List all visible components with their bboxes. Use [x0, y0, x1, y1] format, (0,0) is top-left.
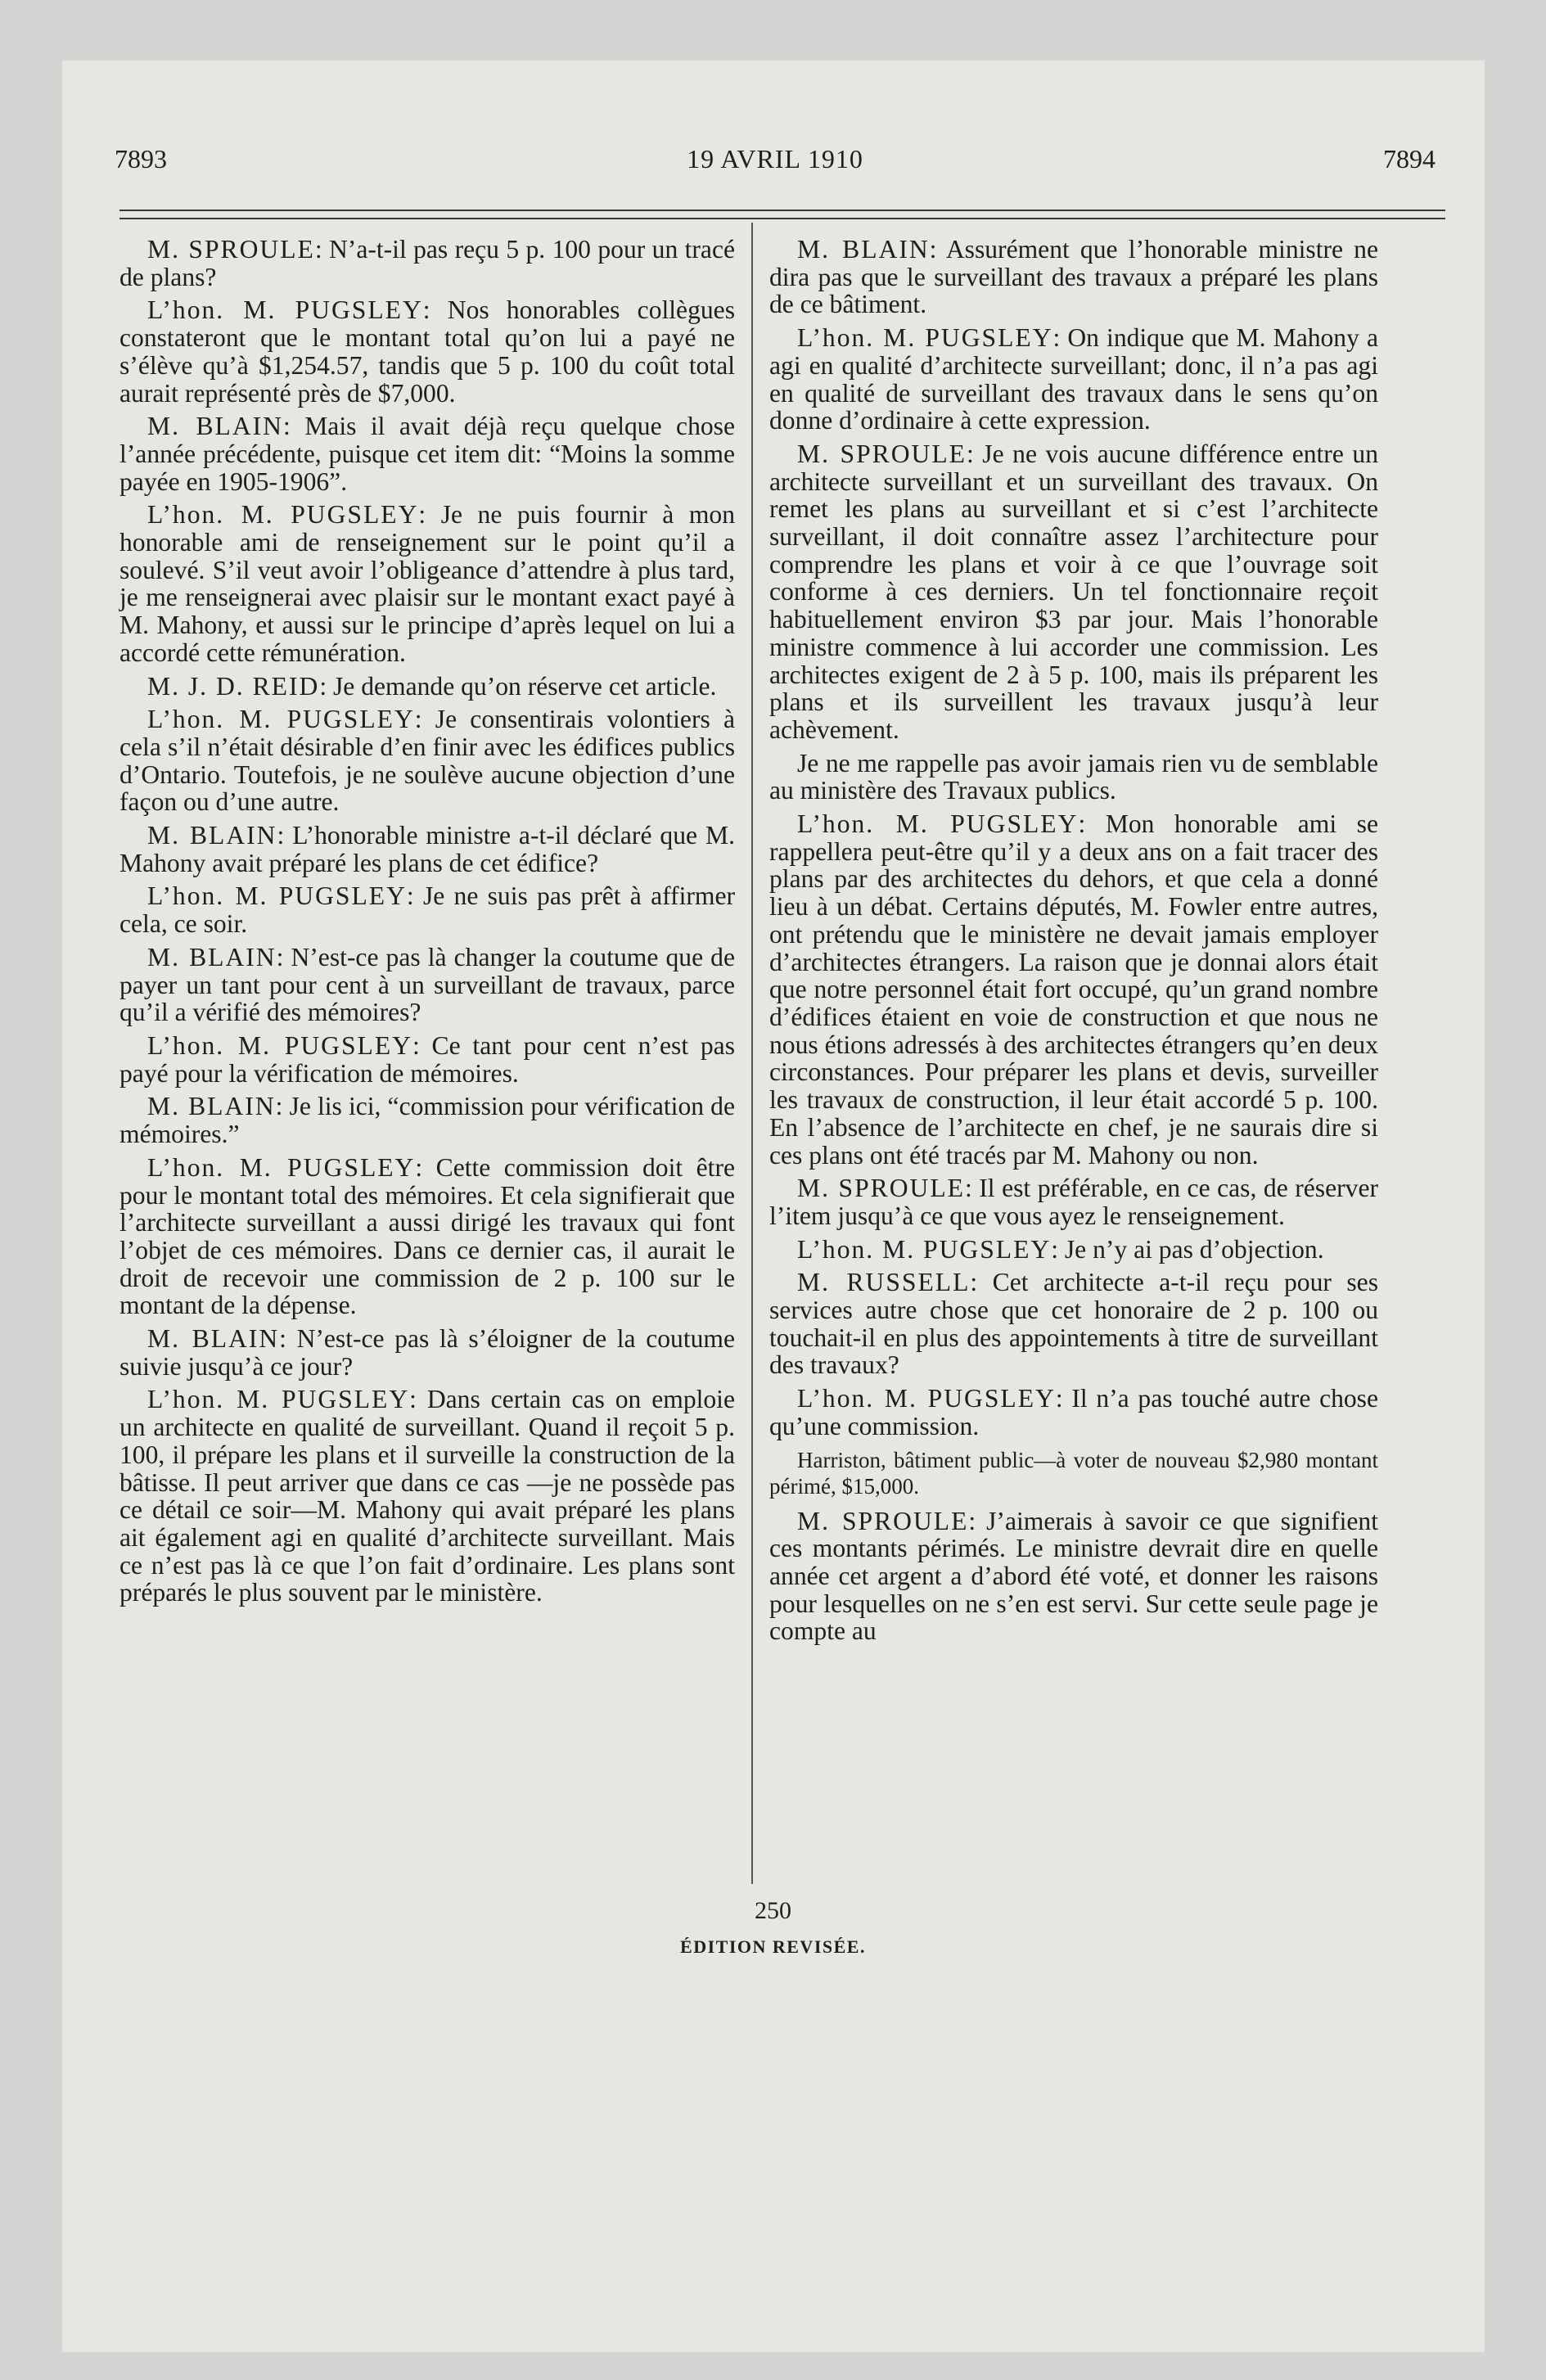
- speech-paragraph: [119, 1093, 735, 1147]
- speech-paragraph: [119, 236, 735, 291]
- edition-note: ÉDITION REVISÉE.: [680, 1936, 866, 1957]
- speech-text: : Je demande qu’on réserve cet article.: [319, 671, 717, 701]
- estimate-item: [769, 1447, 1378, 1499]
- speaker-name: L’hon. M. PUGSLEY: [147, 705, 415, 734]
- speech-paragraph: [769, 1269, 1378, 1379]
- speaker-name: M. BLAIN: [147, 1092, 276, 1121]
- speech-paragraph: [769, 440, 1378, 744]
- speech-text: : Je n’y ai pas d’objection.: [1051, 1234, 1324, 1264]
- speech-text: : L’honorable ministre a-t-il déclaré que M. Mahony avait préparé les plans de cet édifice?: [119, 821, 735, 877]
- left-column: [119, 236, 735, 1612]
- speech-paragraph: [119, 882, 735, 937]
- speech-paragraph: [769, 324, 1378, 435]
- speech-text: : N’est-ce pas là s’éloigner de la coutume suivie jusqu’à ce jour?: [119, 1324, 735, 1381]
- speech-text: : Je ne puis fournir à mon honorable ami de renseignement sur le point qu’il a soulevé. S’il veut avoir l’obligeance d’attendre à plus tard, je me renseignerai avec plaisir sur le montant exact payé à M. Mahony, et aussi sur le principe d’après lequel on lui a accordé cette rémunération.: [119, 500, 735, 667]
- speech-text: : Dans certain cas on emploie un architecte en qualité de surveillant. Quand il reçoit 5 p. 100, il prépare les plans et il surveille la construction de la bâtisse. Il peut arriver que dans ce cas —je ne possède pas ce détail ce soir—M. Mahony qui avait préparé les plans ait également agi en qualité d’architecte surveillant. Mais ce n’est pas là ce que l’on fait d’ordinaire. Les plans sont préparés le plus souvent par le ministère.: [119, 1385, 735, 1607]
- speech-paragraph: [769, 236, 1378, 318]
- speech-paragraph: [119, 705, 735, 816]
- speaker-name: M. BLAIN: [147, 942, 277, 971]
- speaker-name: M. SPROULE: [797, 1506, 969, 1535]
- speech-text: : Il n’a pas touché autre chose qu’une commission.: [769, 1384, 1379, 1440]
- speech-text: : Mais il avait déjà reçu quelque chose l’année précédente, puisque cet item dit: “Moins la somme payée en 1905-1906”.: [119, 412, 735, 496]
- speech-text: : Il est préférable, en ce cas, de réserver l’item jusqu’à ce que vous ayez le renseignement.: [769, 1174, 1378, 1230]
- speech-text: : J’aimerais à savoir ce que signifient ces montants périmés. Le ministre devrait dire en quelle année cet argent a d’abord été voté, et donner les raisons pour lesquelles on ne s’en est servi. Sur cette seule page je compte au: [769, 1506, 1378, 1646]
- speaker-name: M. SPROULE: [797, 439, 967, 468]
- header-rule-bottom: [119, 218, 1445, 219]
- header-rule-top: [119, 210, 1445, 211]
- speech-paragraph: [119, 1154, 735, 1319]
- folio-number: 250: [755, 1897, 791, 1924]
- speaker-name: M. SPROULE: [797, 1174, 965, 1203]
- speech-paragraph: [769, 1174, 1378, 1229]
- speech-paragraph: [119, 1032, 735, 1087]
- speech-text: : Nos honorables collègues constateront que le montant total qu’on lui a payé ne s’élève qu’à $1,254.57, tandis que 5 p. 100 du coût total aurait représenté près de $7,000.: [119, 295, 735, 408]
- speech-paragraph: [119, 944, 735, 1026]
- speech-paragraph: [119, 412, 735, 495]
- speech-text: : On indique que M. Mahony a agi en qualité d’architecte surveillant; donc, il n’a pas agi en qualité de surveillant des travaux dans le sens qu’on donne d’ordinaire à cette expression.: [769, 323, 1378, 435]
- speech-paragraph: [119, 296, 735, 407]
- speech-text: : Assurément que l’honorable ministre ne dira pas que le surveillant des travaux a préparé les plans de ce bâtiment.: [769, 235, 1378, 319]
- speaker-name: L’hon. M. PUGSLEY: [797, 809, 1079, 839]
- speaker-name: L’hon. M. PUGSLEY: [797, 1234, 1052, 1264]
- page-number-right: 7894: [1383, 144, 1436, 174]
- speaker-name: M. J. D. REID: [147, 671, 320, 701]
- speaker-name: M. SPROULE: [147, 235, 315, 264]
- page-number-left: 7893: [115, 144, 167, 174]
- speech-text: Harriston, bâtiment public—à voter de nouveau $2,980 montant périmé, $15,000.: [769, 1447, 1378, 1499]
- speech-paragraph: [769, 750, 1378, 805]
- speaker-name: M. BLAIN: [147, 412, 283, 441]
- speech-text: : Je ne vois aucune différence entre un architecte surveillant et un surveillant des travaux. On remet les plans au surveillant et si c’est l’architecte surveillant, il doit connaître assez l’architecture pour comprendre les plans et voir à ce que l’ouvrage soit conforme à ces derniers. Un tel fonctionnaire reçoit habituellement environ $3 par jour. Mais l’honorable ministre commence à lui accorder une commission. Les architectes exigent de 2 à 5 p. 100, mais ils préparent les plans et ils surveillent les travaux jusqu’à leur achèvement.: [769, 439, 1378, 744]
- speech-paragraph: [119, 1325, 735, 1380]
- speech-paragraph: [769, 1385, 1378, 1440]
- speaker-name: M. RUSSELL: [797, 1268, 971, 1297]
- speech-paragraph: [119, 1386, 735, 1607]
- speech-text: : Cette commission doit être pour le montant total des mémoires. Et cela signifierait que l’architecte surveillant a aussi dirigé les travaux qui font l’objet de ces mémoires. Dans ce dernier cas, il aurait le droit de recevoir une commission de 2 p. 100 sur le montant de la dépense.: [119, 1152, 735, 1320]
- speech-paragraph: [119, 673, 735, 701]
- speech-text: : Mon honorable ami se rappellera peut-être qu’il y a deux ans on a fait tracer des plans par des architectes du dehors, et que cela a donné lieu à un débat. Certains députés, M. Fowler entre autres, ont prétendu que le ministère ne devait jamais employer d’architectes étrangers. La raison que je donnai alors était que notre personnel était fort occupé, qu’un grand nombre d’édifices étaient en voie de construction et que nous ne nous étions adressés à des architectes étrangers qu’en deux circonstances. Pour préparer les plans et devis, surveiller les travaux de construction, il leur était accordé 5 p. 100. En l’absence de l’architecte en chef, je ne saurais dire si ces plans ont été tracés par M. Mahony ou non.: [769, 809, 1378, 1170]
- speaker-name: L’hon. M. PUGSLEY: [147, 1030, 412, 1060]
- speaker-name: L’hon. M. PUGSLEY: [147, 500, 419, 530]
- speaker-name: L’hon. M. PUGSLEY: [147, 1152, 416, 1182]
- speech-text: : N’est-ce pas là changer la coutume que de payer un tant pour cent à un surveillant de travaux, parce qu’il a vérifié des mémoires?: [119, 942, 735, 1027]
- page-date: 19 AVRIL 1910: [687, 144, 863, 174]
- speaker-name: L’hon. M. PUGSLEY: [147, 295, 423, 325]
- speaker-name: L’hon. M. PUGSLEY: [797, 323, 1053, 353]
- speaker-name: M. BLAIN: [147, 1324, 280, 1354]
- speech-text: : Je ne suis pas prêt à affirmer cela, ce soir.: [119, 881, 735, 939]
- column-divider: [751, 223, 753, 1884]
- speaker-name: M. BLAIN: [147, 821, 277, 850]
- speech-paragraph: [769, 810, 1378, 1169]
- speaker-name: L’hon. M. PUGSLEY: [147, 1385, 410, 1414]
- speech-text: : Cet architecte a-t-il reçu pour ses services autre chose que cet honoraire de 2 p. 100 ou touchait-il en plus des appointements à titre de surveillant des travaux?: [769, 1268, 1378, 1380]
- speaker-name: L’hon. M. PUGSLEY: [147, 881, 407, 911]
- speaker-name: M. BLAIN: [797, 235, 930, 264]
- speech-text: : Ce tant pour cent n’est pas payé pour la vérification de mémoires.: [119, 1030, 735, 1088]
- speech-paragraph: [119, 501, 735, 666]
- speech-paragraph: [769, 1508, 1378, 1646]
- speech-text: : N’a-t-il pas reçu 5 p. 100 pour un tracé de plans?: [119, 235, 735, 291]
- speaker-name: L’hon. M. PUGSLEY: [797, 1384, 1056, 1413]
- speech-paragraph: [119, 822, 735, 877]
- right-column: [769, 236, 1378, 1651]
- speech-text: : Je consentirais volontiers à cela s’il n’était désirable d’en finir avec les édifices publics d’Ontario. Toutefois, je ne soulève aucune objection d’une façon ou d’une autre.: [119, 705, 735, 817]
- speech-text: : Je lis ici, “commission pour vérification de mémoires.”: [119, 1092, 735, 1149]
- speech-text: Je ne me rappelle pas avoir jamais rien vu de semblable au ministère des Travaux publics.: [769, 748, 1378, 805]
- speech-paragraph: [769, 1236, 1378, 1264]
